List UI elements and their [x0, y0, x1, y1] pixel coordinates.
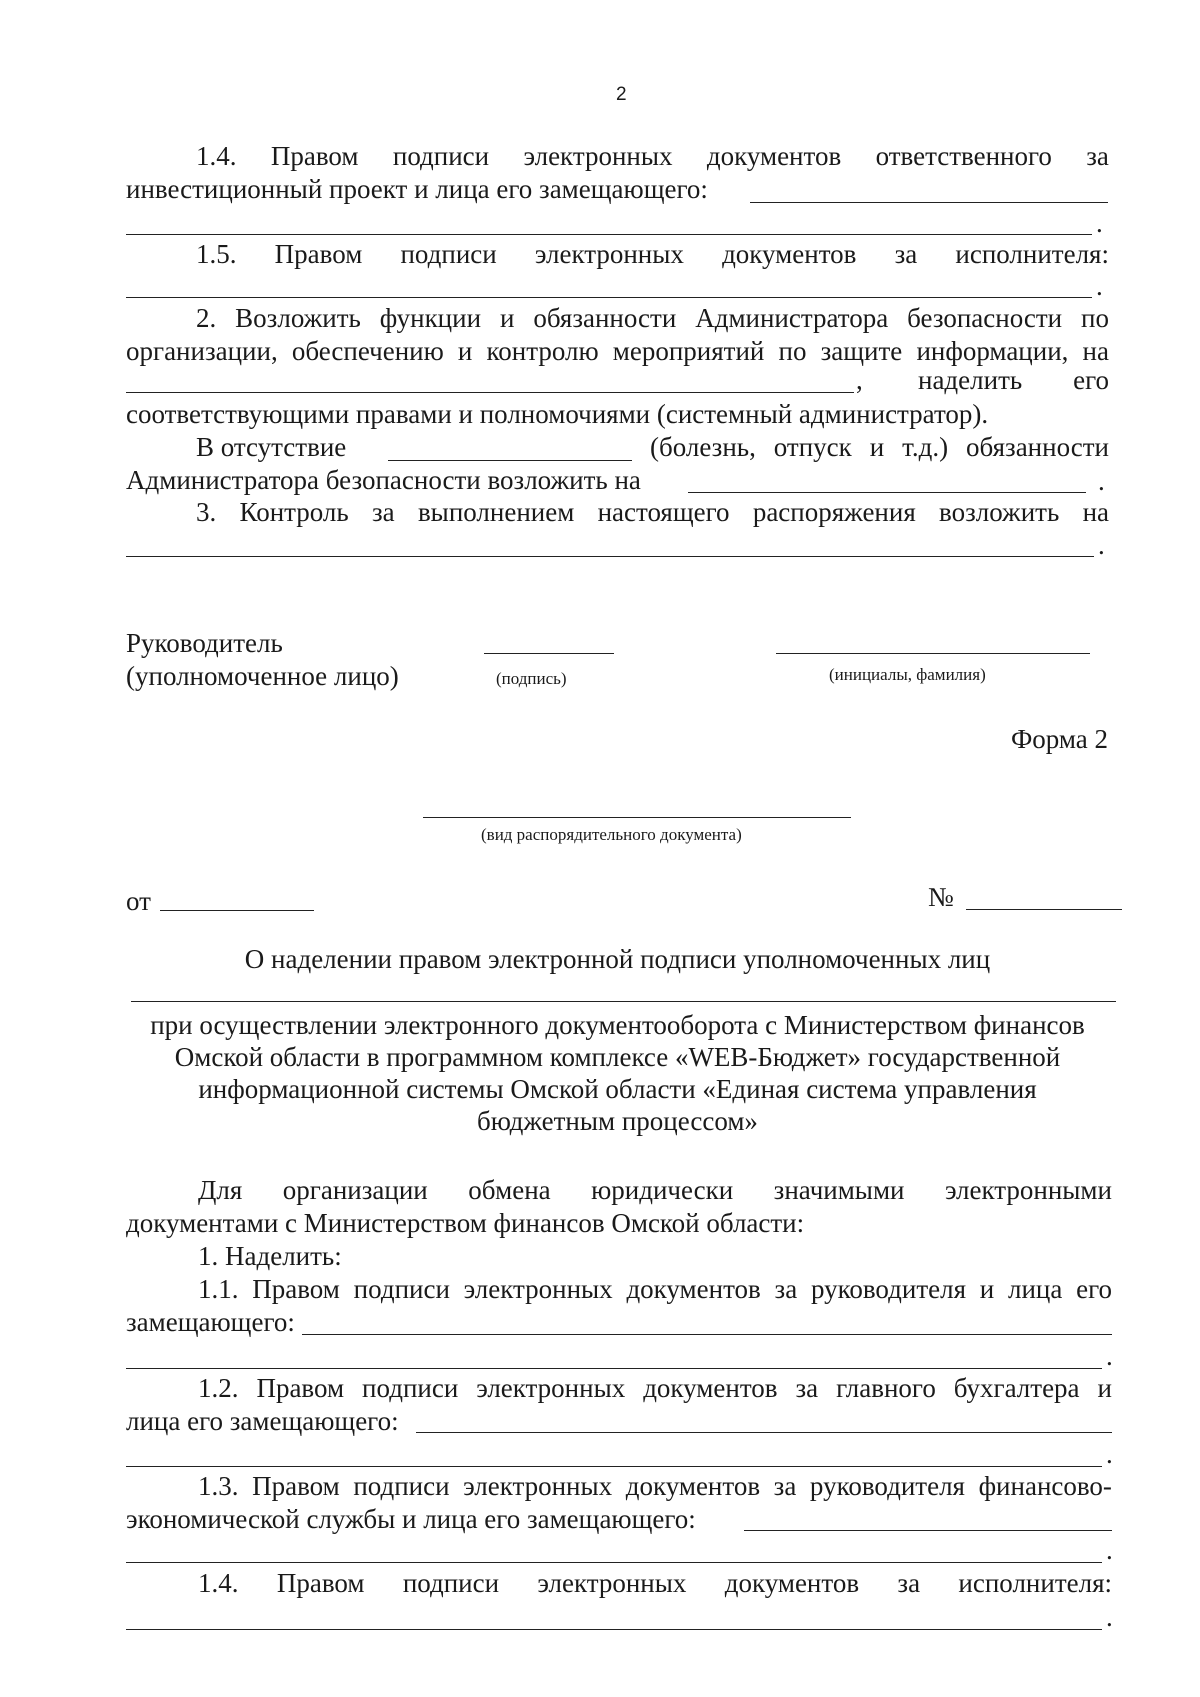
para-2-line1 [196, 302, 1109, 334]
period: . [1098, 530, 1105, 560]
word: по [778, 336, 807, 366]
word: документов [722, 239, 857, 269]
word: юридически [591, 1175, 734, 1205]
blank-line [126, 1466, 1102, 1467]
word: финансово- [978, 1471, 1112, 1501]
word: обязанности [533, 303, 677, 333]
blank-line [688, 492, 1086, 493]
name-line [776, 653, 1090, 654]
word: организации, [126, 336, 278, 366]
word: Правом [274, 239, 363, 269]
blank-line [388, 460, 632, 461]
word: Администратора [695, 303, 889, 333]
word: по [1081, 303, 1109, 333]
item-1-2-line1 [198, 1372, 1112, 1404]
word: подписи [353, 1274, 450, 1304]
word: руководителя [809, 1471, 965, 1501]
comma: , [856, 365, 863, 395]
word: бухгалтера [953, 1373, 1080, 1403]
word: Правом [270, 141, 359, 171]
signer-label-sub: (уполномоченное лицо) [126, 661, 399, 691]
word: подписи [400, 239, 497, 269]
word: подписи [402, 1568, 500, 1598]
number-line [966, 909, 1122, 910]
item-1-1-line2: замещающего: [126, 1307, 295, 1337]
word: 1.4. [196, 141, 237, 171]
word: Для [198, 1175, 243, 1205]
blank-line [302, 1334, 1112, 1335]
word: за [894, 239, 918, 269]
word: за [897, 1568, 921, 1598]
form-label: Форма 2 [1010, 724, 1108, 754]
word: функции [379, 303, 482, 333]
number-label: № [928, 882, 954, 912]
word: контролю [486, 336, 599, 366]
word: и [979, 1274, 995, 1304]
word: возложить [939, 497, 1060, 527]
date-label: от [126, 886, 151, 916]
word: организации [282, 1175, 428, 1205]
word: 3. [196, 497, 217, 527]
form-title-line1: О наделении правом электронной подписи уполномоченных лиц [244, 944, 991, 974]
word: Правом [256, 1373, 345, 1403]
date-line [160, 910, 314, 911]
period: . [1096, 208, 1103, 238]
item-1-1-line1 [198, 1273, 1112, 1305]
blank-line [126, 556, 1094, 557]
word: документов [643, 1373, 778, 1403]
word: за [795, 1373, 819, 1403]
blank-line [126, 1368, 1102, 1369]
period: . [1106, 1535, 1113, 1565]
blank-line [126, 1629, 1102, 1630]
doc-type-caption: (вид распорядительного документа) [481, 825, 742, 844]
word: и [457, 336, 473, 366]
word: документов [626, 1274, 761, 1304]
word: подписи [353, 1471, 450, 1501]
word: наделить [918, 365, 1023, 395]
para-2-line4: соответствующими правами и полномочиями (системный администратор). [126, 399, 989, 429]
period: . [1106, 1602, 1113, 1632]
period: . [1096, 271, 1103, 301]
word: его [1073, 365, 1109, 395]
word: на [1082, 336, 1109, 366]
word: руководителя [810, 1274, 966, 1304]
form-title-line2: при осуществлении электронного документооборота с Министерством финансов [150, 1010, 1085, 1040]
word: распоряжения [752, 497, 916, 527]
absence-line1-end [650, 431, 1109, 463]
doc-type-line [423, 817, 851, 818]
period: . [1098, 466, 1105, 496]
word: электронных [463, 1471, 613, 1501]
word: защите [820, 336, 903, 366]
page-number: 2 [616, 84, 627, 105]
word: 1.1. [198, 1274, 239, 1304]
word: за [774, 1274, 798, 1304]
word: выполнением [417, 497, 575, 527]
word: электронных [476, 1373, 626, 1403]
item-1-4-line1 [198, 1567, 1112, 1599]
word: мероприятий [612, 336, 765, 366]
word: 1.2. [198, 1373, 239, 1403]
word: за [773, 1471, 797, 1501]
word: документов [706, 141, 842, 171]
absence-line1-start: В отсутствие [196, 432, 347, 462]
item-1-3-line1 [198, 1470, 1112, 1502]
word: лица [1007, 1274, 1063, 1304]
word: его [1076, 1274, 1112, 1304]
para-1-4-line1 [196, 140, 1109, 172]
signature-caption: (подпись) [496, 669, 567, 688]
word: обеспечению [291, 336, 444, 366]
blank-line [744, 1530, 1112, 1531]
para-3-line1 [196, 496, 1109, 528]
word: обязанности [966, 432, 1109, 462]
word: и [499, 303, 515, 333]
word: (болезнь, [650, 432, 756, 462]
word: Правом [276, 1568, 365, 1598]
word: значимыми [773, 1175, 905, 1205]
word: 1.3. [198, 1471, 239, 1501]
blank-line [416, 1432, 1112, 1433]
word: документов [625, 1471, 761, 1501]
word: подписи [392, 141, 490, 171]
word: Контроль [239, 497, 349, 527]
para-1-5-line1 [196, 238, 1109, 270]
intro-line1 [198, 1174, 1112, 1206]
word: подписи [362, 1373, 459, 1403]
signer-label: Руководитель [126, 628, 283, 658]
word: и [1097, 1373, 1112, 1403]
item-1-2-line2: лица его замещающего: [126, 1406, 399, 1436]
word: Возложить [235, 303, 361, 333]
title-rule [131, 1001, 1116, 1002]
para-1-4-line2: инвестиционный проект и лица его замещающего: [126, 174, 708, 204]
word: на [1082, 497, 1109, 527]
word: электронными [944, 1175, 1112, 1205]
word: т.д.) [902, 432, 949, 462]
word: Правом [252, 1471, 340, 1501]
word: электронных [463, 1274, 613, 1304]
period: . [1106, 1341, 1113, 1371]
word: безопасности [907, 303, 1063, 333]
word: и [869, 432, 885, 462]
name-caption: (инициалы, фамилия) [829, 665, 986, 684]
word: Правом [252, 1274, 340, 1304]
word: исполнителя: [958, 1568, 1112, 1598]
item-1-3-line2: экономической службы и лица его замещающего: [126, 1504, 696, 1534]
signature-line [484, 653, 614, 654]
word: настоящего [597, 497, 730, 527]
item-1: 1. Наделить: [198, 1241, 342, 1271]
word: за [372, 497, 395, 527]
intro-line2: документами с Министерством финансов Омской области: [126, 1208, 805, 1238]
blank-line [126, 297, 1092, 298]
blank-line [750, 202, 1108, 203]
word: за [1086, 141, 1109, 171]
form-title-line3: Омской области в программном комплексе «WEB-Бюджет» государственной [174, 1042, 1061, 1072]
blank-line [126, 1562, 1102, 1563]
blank-line [126, 392, 854, 393]
form-title-line5: бюджетным процессом» [477, 1106, 758, 1136]
word: электронных [537, 1568, 687, 1598]
word: обмена [468, 1175, 551, 1205]
word: 1.4. [198, 1568, 239, 1598]
blank-line [126, 234, 1092, 235]
word: отпуск [773, 432, 852, 462]
word: электронных [523, 141, 673, 171]
word: 2. [196, 303, 217, 333]
word: электронных [534, 239, 684, 269]
period: . [1106, 1439, 1113, 1469]
absence-line2: Администратора безопасности возложить на [126, 465, 641, 495]
para-2-line2 [126, 335, 1109, 367]
word: исполнителя: [955, 239, 1109, 269]
word: документов [724, 1568, 860, 1598]
para-2-line3 [918, 364, 1109, 396]
word: главного [836, 1373, 936, 1403]
word: ответственного [875, 141, 1052, 171]
form-title-line4: информационной системы Омской области «Единая система управления [198, 1074, 1037, 1104]
word: информации, [916, 336, 1069, 366]
word: 1.5. [196, 239, 237, 269]
